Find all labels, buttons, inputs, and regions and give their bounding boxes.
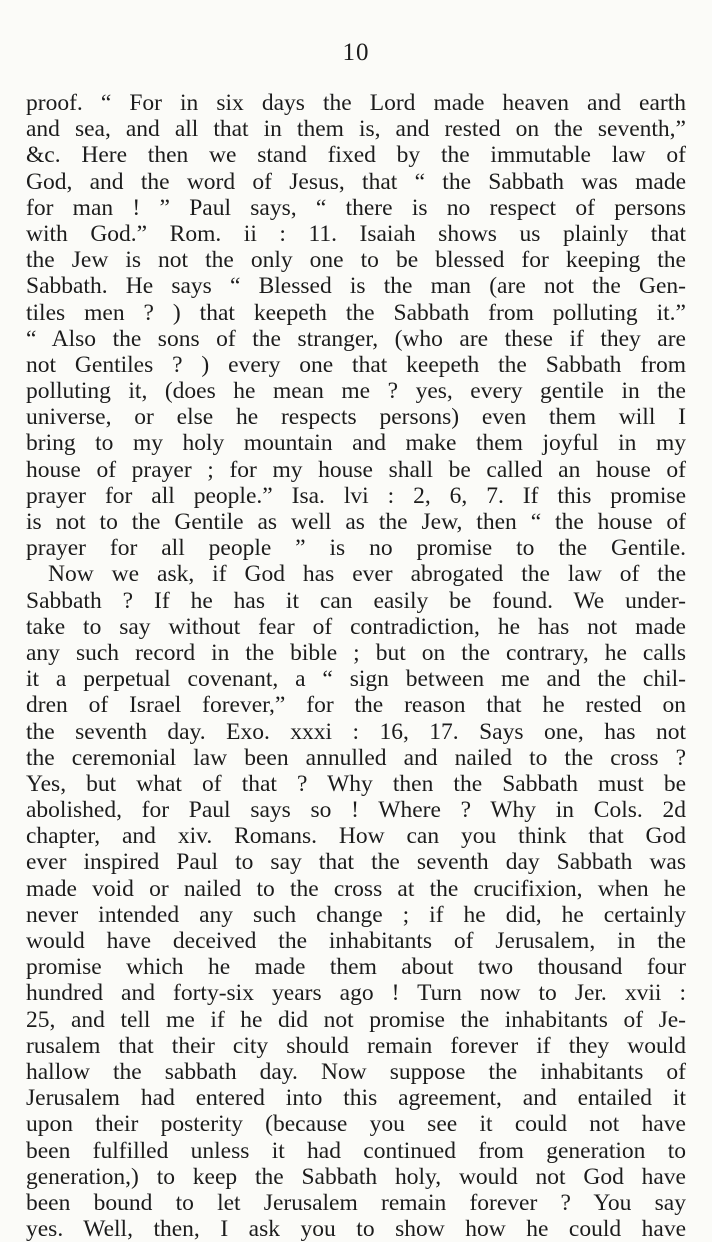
text-line: yes. Well, then, I ask you to show how he could have (26, 1216, 686, 1242)
text-line: hallow the sabbath day. Now suppose the inhabitants of (26, 1058, 686, 1085)
page-number: 10 (342, 39, 370, 66)
text-line: never intended any such change ; if he did, he certainly (26, 901, 686, 928)
text-line: Jerusalem had entered into this agreement, and entailed it (26, 1085, 686, 1112)
text-line: dren of Israel forever,” for the reason that he rested on (26, 692, 686, 719)
text-line: not Gentiles ? ) every one that keepeth the Sabbath from (26, 351, 686, 378)
text-line: universe, or else he respects persons) even them will I (26, 404, 686, 431)
text-line: prayer for all people.” Isa. lvi : 2, 6, 7. If this promise (26, 482, 686, 509)
text-line: bring to my holy mountain and make them joyful in my (26, 430, 686, 457)
body-text (26, 90, 686, 1242)
text-line: been bound to let Jerusalem remain forever ? You say (26, 1189, 686, 1216)
text-line: for man ! ” Paul says, “ there is no respect of persons (26, 194, 686, 221)
text-line: tiles men ? ) that keepeth the Sabbath from polluting it.” (26, 299, 686, 326)
text-line: polluting it, (does he mean me ? yes, every gentile in the (26, 378, 686, 405)
text-line: 25, and tell me if he did not promise the inhabitants of Je- (26, 1006, 686, 1033)
text-line: and sea, and all that in them is, and rested on the seventh,” (26, 116, 686, 143)
text-line: would have deceived the inhabitants of Jerusalem, in the (26, 928, 686, 954)
text-line: Sabbath ? If he has it can easily be found. We under- (26, 587, 686, 614)
text-line: Yes, but what of that ? Why then the Sabbath must be (26, 770, 686, 797)
text-line: the seventh day. Exo. xxxi : 16, 17. Says one, has not (26, 718, 686, 745)
text-line: it a perpetual covenant, a “ sign between me and the chil- (26, 666, 686, 693)
text-line: take to say without fear of contradiction, he has not made (26, 613, 686, 640)
text-line: “ Also the sons of the stranger, (who are these if they are (26, 325, 686, 352)
text-line: &c. Here then we stand fixed by the immutable law of (26, 142, 686, 169)
text-line: abolished, for Paul says so ! Where ? Why in Cols. 2d (26, 797, 686, 824)
text-line: God, and the word of Jesus, that “ the Sabbath was made (26, 168, 686, 195)
text-line: promise which he made them about two thousand four (26, 954, 686, 981)
text-line: ever inspired Paul to say that the seventh day Sabbath was (26, 849, 686, 876)
text-line: Now we ask, if God has ever abrogated the law of the (48, 561, 686, 588)
text-line: hundred and forty-six years ago ! Turn now to Jer. xvii : (26, 980, 686, 1007)
text-line: upon their posterity (because you see it could not have (26, 1111, 686, 1138)
text-line: rusalem that their city should remain forever if they would (26, 1032, 686, 1059)
text-line: is not to the Gentile as well as the Jew, then “ the house of (26, 509, 686, 535)
text-line: been fulfilled unless it had continued from generation to (26, 1137, 686, 1164)
text-line: the ceremonial law been annulled and nailed to the cross ? (26, 744, 686, 771)
text-line: house of prayer ; for my house shall be called an house of (26, 456, 686, 483)
text-line: any such record in the bible ; but on the contrary, he calls (26, 639, 686, 666)
text-line: made void or nailed to the cross at the crucifixion, when he (26, 875, 686, 902)
text-line: Sabbath. He says “ Blessed is the man (are not the Gen- (26, 273, 686, 300)
text-line: with God.” Rom. ii : 11. Isaiah shows us plainly that (26, 220, 686, 247)
text-line: chapter, and xiv. Romans. How can you think that God (26, 823, 686, 850)
text-line: generation,) to keep the Sabbath holy, would not God have (26, 1163, 686, 1190)
text-line: prayer for all people ” is no promise to the Gentile. (26, 535, 686, 562)
text-line: the Jew is not the only one to be blessed for keeping the (26, 247, 686, 274)
text-line: proof. “ For in six days the Lord made heaven and earth (26, 90, 686, 116)
